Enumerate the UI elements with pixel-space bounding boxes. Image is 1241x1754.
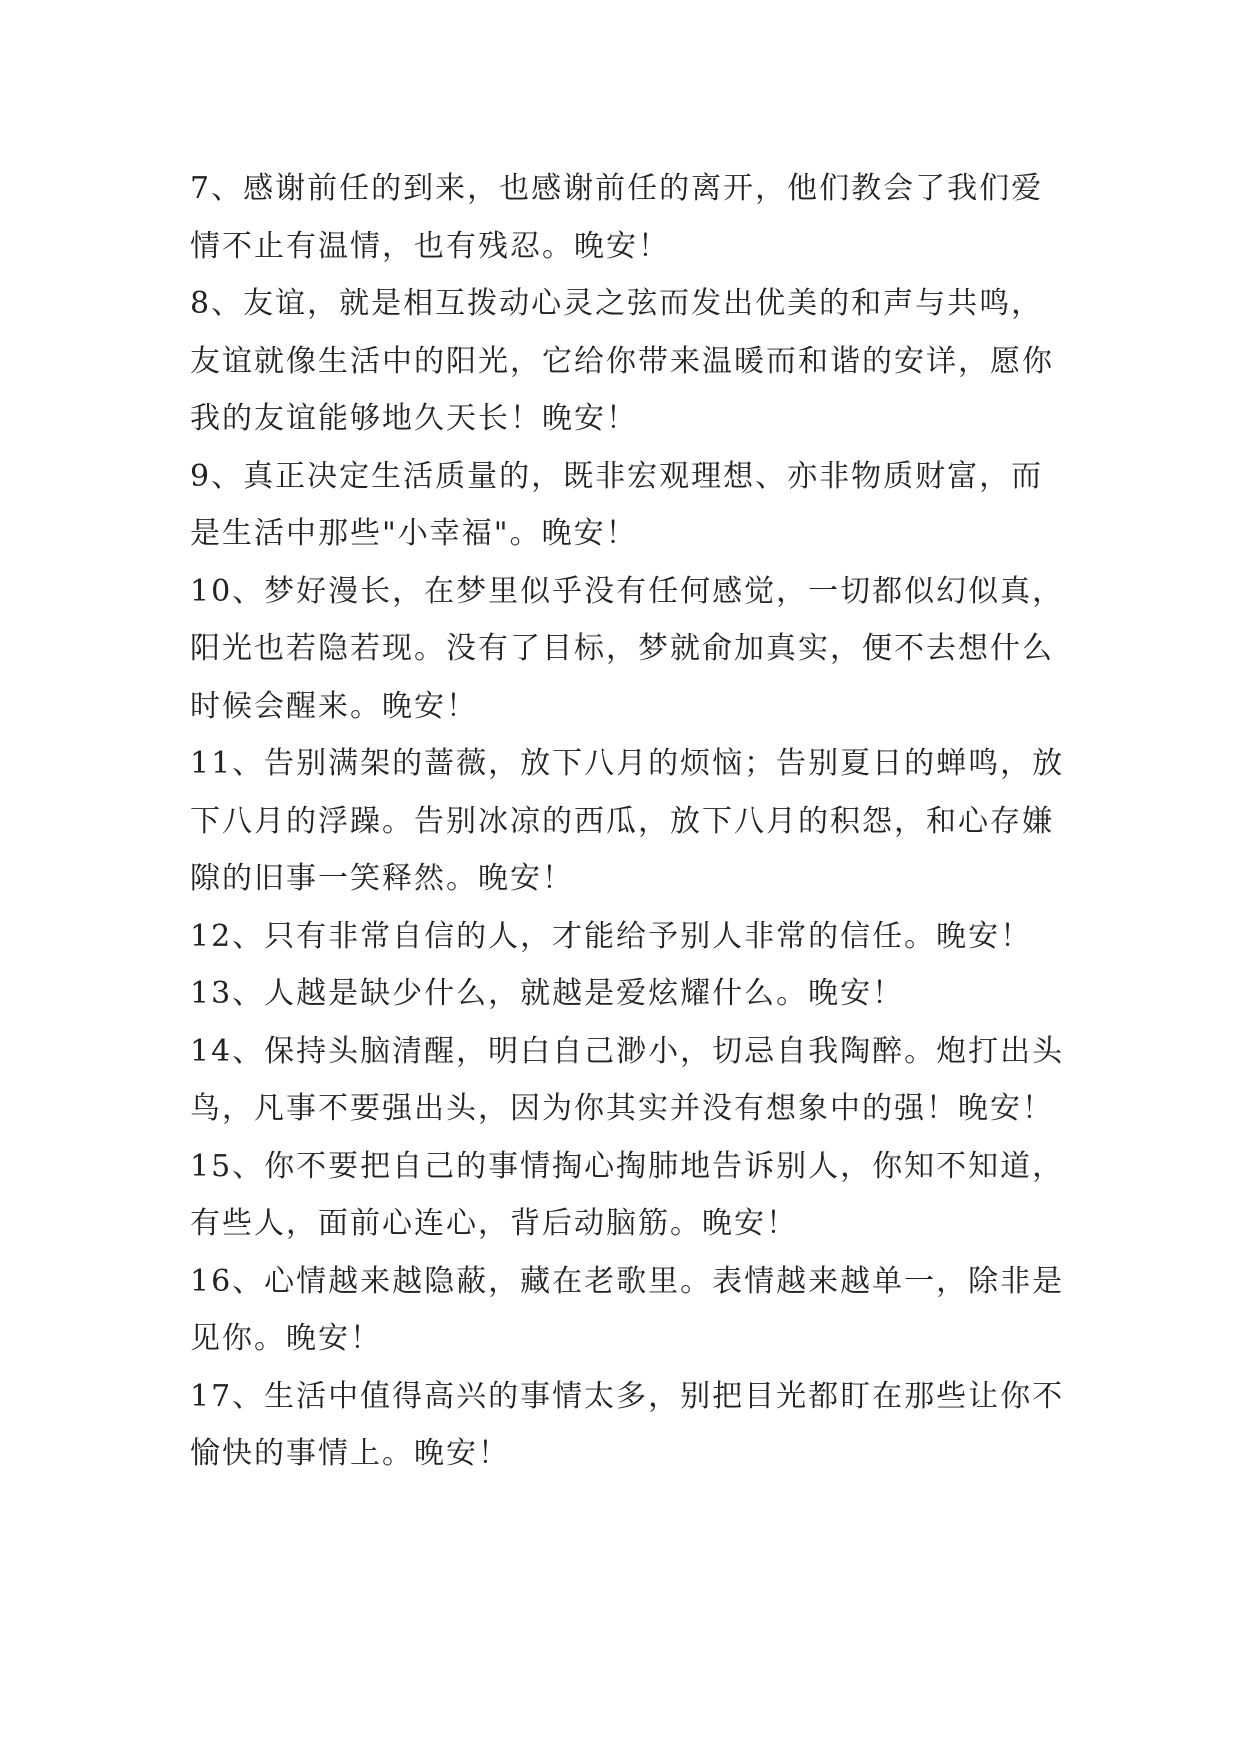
paragraph-12: 12、只有非常自信的人，才能给予别人非常的信任。晚安！ <box>190 918 1033 954</box>
paragraph-11: 11、告别满架的蔷薇，放下八月的烦恼；告别夏日的蝉鸣，放下八月的浮躁。告别冰凉的西瓜，放下八月的积怨，和心存嫌隙的旧事一笑释然。晚安！ <box>190 746 1065 896</box>
document-body <box>190 160 1070 1483</box>
paragraph-8: 8、友谊，就是相互拨动心灵之弦而发出优美的和声与共鸣，友谊就像生活中的阳光，它给你带来温暖而和谐的安详，愿你我的友谊能够地久天长！晚安！ <box>190 286 1054 436</box>
paragraph-7: 7、感谢前任的到来，也感谢前任的离开，他们教会了我们爱情不止有温情，也有残忍。晚安！ <box>190 171 1044 264</box>
paragraph-10: 10、梦好漫长，在梦里似乎没有任何感觉，一切都似幻似真，阳光也若隐若现。没有了目标，梦就俞加真实，便不去想什么时候会醒来。晚安！ <box>190 573 1065 724</box>
paragraph-14: 14、保持头脑清醒，明白自己渺小，切忌自我陶醉。炮打出头鸟，凡事不要强出头，因为你其实并没有想象中的强！晚安！ <box>190 1033 1065 1126</box>
paragraph-15: 15、你不要把自己的事情掏心掏肺地告诉别人，你知不知道，有些人，面前心连心，背后动脑筋。晚安！ <box>190 1148 1065 1241</box>
paragraph-16: 16、心情越来越隐蔽，藏在老歌里。表情越来越单一，除非是见你。晚安！ <box>190 1263 1065 1356</box>
paragraph-17: 17、生活中值得高兴的事情太多，别把目光都盯在那些让你不愉快的事情上。晚安！ <box>190 1378 1065 1471</box>
paragraph-13: 13、人越是缺少什么，就越是爱炫耀什么。晚安！ <box>190 976 905 1011</box>
paragraph-9: 9、真正决定生活质量的，既非宏观理想、亦非物质财富，而是生活中那些"小幸福"。晚安！ <box>190 458 1044 551</box>
